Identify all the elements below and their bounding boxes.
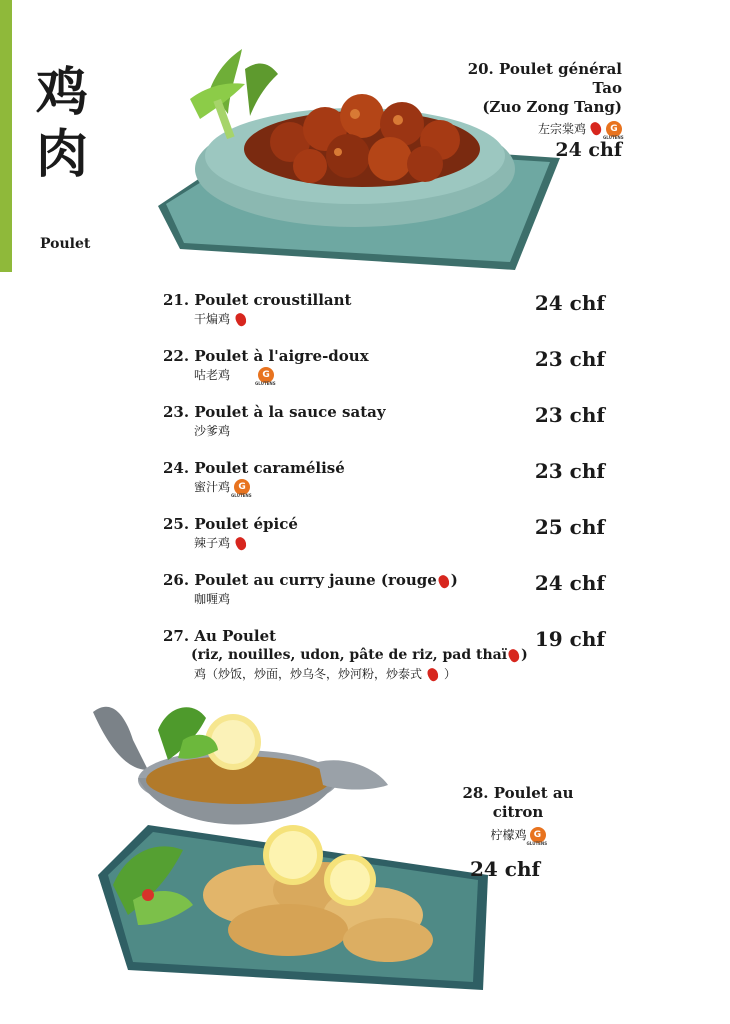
menu-item-chinese-name: 咖喱鸡: [194, 592, 231, 606]
menu-list: [163, 291, 623, 697]
menu-item-price: 25 chf: [534, 515, 605, 539]
dish-20-chinese-row: [446, 120, 622, 137]
menu-item-subtitle: (riz, nouilles, udon, pâte de riz, pad thaï: [191, 647, 508, 663]
menu-item-title: 22. Poulet à l'aigre-doux: [163, 347, 369, 365]
menu-item-chinese-name: 鸡（炒饭，炒面，炒乌冬，炒河粉，炒泰式: [194, 667, 423, 681]
gluten-icon: G GLUTENS: [530, 827, 546, 843]
menu-item-chinese-row: [194, 665, 623, 683]
dish-28-price: 24 chf: [470, 857, 541, 881]
dish-20-chinese-name: 左宗棠鸡: [537, 122, 586, 136]
menu-item-chinese-end: ）: [444, 667, 457, 681]
chili-icon: [436, 573, 451, 589]
menu-item: [163, 459, 623, 515]
featured-dish-20: [446, 60, 622, 161]
menu-item-title-end: ): [450, 571, 458, 589]
menu-item-title: 21. Poulet croustillant: [163, 291, 352, 309]
menu-item-chinese-name: 干煸鸡: [194, 312, 231, 326]
featured-dish-28: [438, 784, 598, 881]
lemon-chicken-photo: [88, 700, 498, 1000]
dish-28-title: 28. Poulet au citron: [462, 784, 574, 821]
menu-item-chinese-name: 沙爹鸡: [194, 424, 231, 438]
dish-28-chinese-row: [438, 826, 598, 843]
menu-item: [163, 347, 623, 403]
menu-item-price: 19 chf: [534, 627, 605, 651]
section-title-char-2: 肉: [36, 124, 89, 185]
menu-item-price: 24 chf: [534, 571, 605, 595]
menu-item-price: 23 chf: [534, 403, 605, 427]
menu-item-chinese-name: 辣子鸡: [194, 536, 231, 550]
menu-item-title: 26. Poulet au curry jaune (rouge: [163, 571, 437, 589]
dish-20-title-line1: 20. Poulet général Tao: [467, 60, 622, 97]
section-title-chinese: [36, 62, 106, 186]
chili-icon: [589, 120, 604, 136]
gluten-icon: G GLUTENS: [234, 479, 250, 495]
dish-20-price: 24 chf: [555, 139, 622, 161]
chili-icon: [507, 647, 522, 663]
section-title-char-1: 鸡: [36, 62, 89, 123]
menu-item-title: 27. Au Poulet: [163, 627, 277, 645]
menu-item: [163, 571, 623, 627]
menu-item: [163, 627, 623, 697]
menu-item: [163, 515, 623, 571]
menu-item-title: 24. Poulet caramélisé: [163, 459, 345, 477]
menu-item-title: 23. Poulet à la sauce satay: [163, 403, 386, 421]
menu-item-subtitle-end: ): [521, 647, 528, 663]
dish-28-chinese-name: 柠檬鸡: [490, 828, 527, 842]
gluten-icon: G GLUTENS: [606, 121, 622, 137]
menu-item-price: 24 chf: [534, 291, 605, 315]
menu-item: [163, 403, 623, 459]
menu-item-chinese-name: 蜜汁鸡: [194, 480, 231, 494]
section-title-french: Poulet: [40, 236, 91, 252]
chili-icon: [234, 535, 249, 551]
gluten-icon: G GLUTENS: [258, 367, 274, 383]
section-accent-bar: [0, 0, 12, 272]
chili-icon: [426, 666, 441, 682]
menu-item-chinese-name: 咕老鸡: [194, 368, 231, 382]
menu-item: [163, 291, 623, 347]
dish-20-title-line2: (Zuo Zong Tang): [482, 98, 622, 116]
menu-item-title: 25. Poulet épicé: [163, 515, 298, 533]
chili-icon: [234, 311, 249, 327]
menu-item-price: 23 chf: [534, 459, 605, 483]
menu-item-price: 23 chf: [534, 347, 605, 371]
